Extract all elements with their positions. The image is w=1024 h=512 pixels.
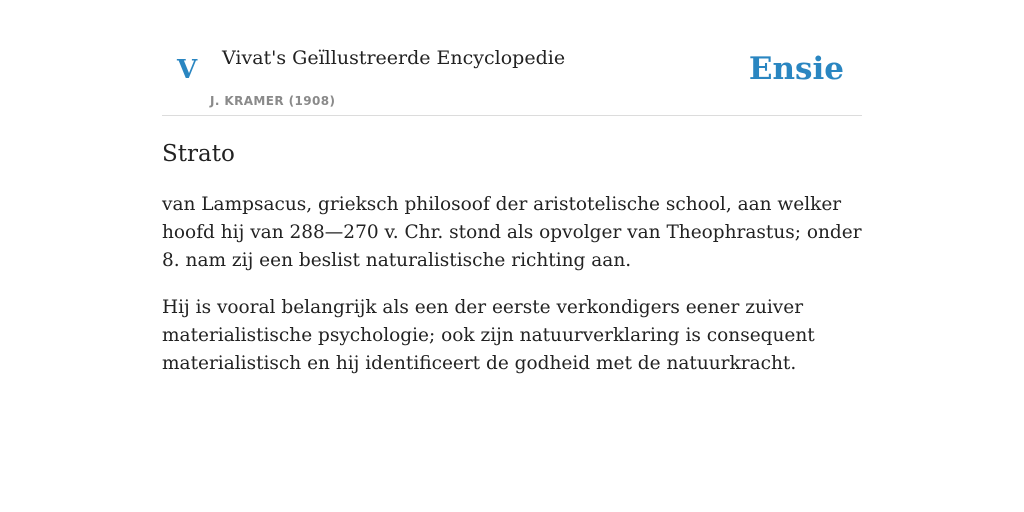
- entry-paragraph: van Lampsacus, grieksch philosoof der aristotelische school, aan welker hoofd hij van 288—270 v. Chr. stond als opvolger van Theophrastus; onder 8. nam zij een beslist naturalistische richting aan.: [162, 194, 862, 271]
- encyclopedia-entry: [162, 138, 862, 378]
- ensie-brand-logo[interactable]: Ensie: [748, 51, 844, 87]
- publication-logo-link[interactable]: V: [177, 55, 198, 85]
- entry-paragraph: Hij is vooral belangrijk als een der eerste verkondigers eener zuiver materialistische psychologie; ook zijn natuurverklaring is consequent materialistisch en hij identificeert de godheid met de natuurkracht.: [162, 297, 815, 374]
- publication-title[interactable]: Vivat's Geïllustreerde Encyclopedie: [222, 47, 566, 69]
- publication-author: J. KRAMER (1908): [210, 94, 336, 108]
- entry-title: Strato: [162, 141, 235, 167]
- publication-header: [162, 0, 862, 116]
